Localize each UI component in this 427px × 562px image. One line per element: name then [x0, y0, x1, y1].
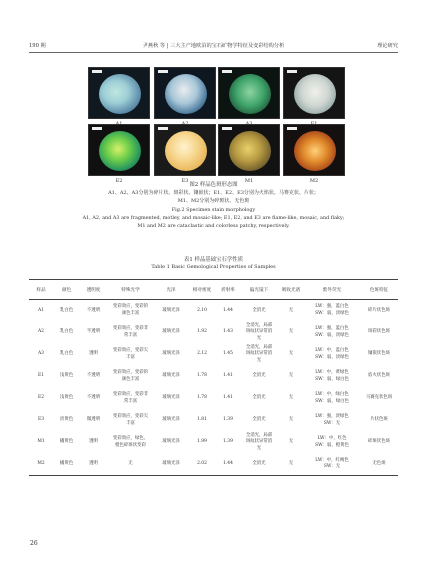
column-header: 色斑特征: [360, 280, 398, 300]
cell-stain-feature: 碎斑状色斑: [368, 439, 390, 445]
scale-bar: [287, 70, 297, 73]
running-title: 尹燕秋 等 | 三大主产地欧泊的宝石矿物学特征及变彩结构分析: [142, 43, 285, 49]
specimen-photo-m2: [283, 124, 345, 176]
cell-refractive-index: 1.39: [223, 439, 233, 445]
cell-refractive-index: 1.45: [223, 351, 233, 357]
opal-specimen-image: [99, 74, 141, 114]
cell-stain-feature: 无色斑: [360, 454, 398, 476]
cell-uv-fluorescence: LW：中，红褐色 SW：无: [304, 454, 360, 476]
page-number: 26: [30, 540, 38, 547]
table-body: [29, 300, 398, 476]
cell-special-optics: 变彩效应，变彩欠丰富: [112, 348, 149, 360]
cell-color: 浅黄色: [59, 395, 74, 401]
cell-polariscope: 全消光，局部斑纹状异常消光: [245, 322, 273, 341]
cell-refractive-index: 1.44: [223, 307, 233, 313]
journal-issue: 190 期: [29, 43, 46, 49]
opal-specimen-image: [229, 131, 271, 171]
opal-specimen-image: [229, 74, 271, 114]
cell-relative-density: 1.99: [197, 439, 207, 445]
cell-relative-density: 2.10: [197, 307, 207, 313]
cell-transparency: 透明: [89, 351, 98, 357]
cell-absorption-spectrum: 无: [288, 439, 294, 445]
scale-bar: [92, 127, 102, 130]
cell-relative-density: 2.02: [188, 454, 216, 476]
cell-sample-id: E1: [38, 373, 44, 379]
cell-relative-density: 2.12: [197, 351, 207, 357]
cell-transparency: 透明: [89, 439, 98, 445]
cell-uv-fluorescence: LW：强，蓝白色 SW：弱，淡绿色: [315, 326, 349, 338]
cell-polariscope: 全消光: [252, 307, 266, 313]
scale-bar: [92, 70, 102, 73]
cell-absorption-spectrum: 无: [278, 454, 304, 476]
cell-absorption-spectrum: 无: [288, 329, 294, 335]
specimen-photo-e3: [154, 124, 216, 176]
cell-transparency: 不透明: [86, 373, 101, 379]
photo-label: M2: [309, 178, 319, 184]
cell-luster: 玻璃光泽: [162, 439, 180, 445]
cell-color: 浅黄色: [59, 373, 74, 379]
cell-stain-feature: 碎片状色斑: [368, 307, 390, 313]
cell-transparency: 不透明: [86, 307, 101, 313]
specimen-photo-a2: [154, 67, 216, 119]
specimen-photo-m1: [218, 124, 280, 176]
photo-label: M1: [244, 178, 254, 184]
cell-refractive-index: 1.41: [223, 395, 233, 401]
cell-luster: 玻璃光泽: [162, 417, 180, 423]
cell-stain-feature: 镶嵌状色斑: [368, 351, 390, 357]
cell-refractive-index: 1.44: [216, 454, 240, 476]
figure-caption-en-line2: M1 and M2 are cataclastic and colorless patchy, respectively.: [137, 223, 290, 229]
column-header: 相对密度: [188, 280, 216, 300]
cell-color: 乳白色: [59, 351, 74, 357]
scale-bar: [158, 70, 168, 73]
cell-special-optics: 变彩效应，绿色、橙色碎斑状变彩: [112, 436, 149, 448]
cell-absorption-spectrum: 无: [288, 351, 294, 357]
cell-relative-density: 1.78: [197, 373, 207, 379]
cell-refractive-index: 1.39: [223, 417, 233, 423]
cell-luster: 玻璃光泽: [162, 351, 180, 357]
table-row: [29, 322, 398, 344]
cell-luster: 玻璃光泽: [154, 454, 188, 476]
column-header: 特殊光学: [107, 280, 154, 300]
cell-color: 橘黄色: [59, 439, 74, 445]
opal-specimen-image: [165, 131, 207, 171]
specimen-photo-a1: [88, 67, 150, 119]
cell-stain-feature: 片状色斑: [370, 417, 388, 423]
figure-caption-cn-title: 图2 样品色斑形态图: [189, 182, 238, 188]
specimen-photo-a3: [218, 67, 280, 119]
photo-label: E3: [181, 178, 189, 184]
cell-luster: 玻璃光泽: [162, 373, 180, 379]
cell-polariscope: 全消光: [240, 454, 278, 476]
cell-refractive-index: 1.41: [223, 373, 233, 379]
cell-relative-density: 1.78: [197, 395, 207, 401]
cell-uv-fluorescence: LW：中，蓝白色 SW：弱，淡绿色: [315, 348, 349, 360]
opal-specimen-image: [165, 74, 207, 114]
cell-stain-feature: 斑彩状色斑: [368, 329, 390, 335]
cell-color: 淡黄色: [59, 417, 74, 423]
figure-caption-cn-line1: A1、A2、A3分别为碎片状、斑彩状、镶嵌状；E1、E2、E3分别为火焰状、马赛克状、片状；: [108, 190, 319, 196]
cell-transparency: 不透明: [86, 395, 101, 401]
figure-caption-cn-line2: M1、M2分别为碎斑状、无色斑: [177, 198, 250, 204]
column-header: 光泽: [154, 280, 188, 300]
cell-relative-density: 1.81: [197, 417, 207, 423]
scale-bar: [222, 70, 232, 73]
cell-polariscope: 全消光: [252, 417, 266, 423]
table-header-row: [29, 280, 398, 300]
cell-polariscope: 全消光: [252, 395, 266, 401]
cell-uv-fluorescence: LW：中，红色 SW：弱，橙黄色: [315, 436, 349, 448]
cell-sample-id: E3: [38, 417, 44, 423]
cell-polariscope: 全消光: [252, 373, 266, 379]
cell-sample-id: E2: [38, 395, 44, 401]
scale-bar: [287, 127, 297, 130]
column-header: 偏光镜下: [240, 280, 278, 300]
cell-luster: 玻璃光泽: [162, 307, 180, 313]
table-row: [29, 300, 398, 322]
cell-color: 橘黄色: [53, 454, 80, 476]
cell-transparency: 微透明: [86, 417, 101, 423]
cell-luster: 玻璃光泽: [162, 395, 180, 401]
column-header: 颜色: [53, 280, 80, 300]
cell-stain-feature: 焰火状色斑: [368, 373, 390, 379]
cell-absorption-spectrum: 无: [288, 373, 294, 379]
table-row: [29, 366, 398, 388]
cell-sample-id: A3: [38, 351, 44, 357]
cell-uv-fluorescence: LW：强，淡绿色 SW：无: [315, 414, 349, 426]
column-header: 吸收光谱: [278, 280, 304, 300]
table-row: [29, 388, 398, 410]
cell-special-optics: 变彩效应，变彩非常丰富: [112, 392, 149, 404]
column-header: 紫外荧光: [304, 280, 360, 300]
column-header: 折射率: [216, 280, 240, 300]
table-row: [29, 454, 398, 476]
cell-uv-fluorescence: LW：强，蓝白色 SW：弱，淡绿色: [315, 304, 349, 316]
cell-absorption-spectrum: 无: [288, 395, 294, 401]
cell-refractive-index: 1.43: [223, 329, 233, 335]
specimen-photo-e2: [88, 124, 150, 176]
cell-special-optics: 变彩效应，变彩的颜色丰富: [112, 370, 149, 382]
cell-absorption-spectrum: 无: [288, 417, 294, 423]
opal-specimen-image: [99, 131, 141, 171]
column-header: 样品: [29, 280, 53, 300]
table-row: [29, 344, 398, 366]
cell-sample-id: M2: [29, 454, 53, 476]
figure-caption-en-line1: A1, A2, and A3 are fragmented, motley, and mosaic-like; E1, E2, and E3 are flame-like, mosaic, and flaky;: [82, 215, 345, 221]
cell-luster: 玻璃光泽: [162, 329, 180, 335]
header-divider: [29, 52, 398, 53]
opal-specimen-image: [294, 131, 336, 171]
section-name: 理论研究: [377, 43, 398, 49]
cell-color: 乳白色: [59, 307, 74, 313]
cell-relative-density: 1.92: [197, 329, 207, 335]
cell-sample-id: M1: [37, 439, 45, 445]
specimen-photo-e1: [283, 67, 345, 119]
cell-absorption-spectrum: 无: [288, 307, 294, 313]
gemological-properties-table: [29, 279, 398, 476]
photo-label: E2: [115, 178, 123, 184]
table-row: [29, 432, 398, 454]
cell-stain-feature: 马赛克状色斑: [365, 395, 393, 401]
cell-uv-fluorescence: LW：中，绿白色 SW：弱，绿白色: [315, 392, 349, 404]
scale-bar: [222, 127, 232, 130]
cell-polariscope: 全消光，局部斑纹状异常消光: [245, 432, 273, 451]
cell-uv-fluorescence: LW：中，黄绿色 SW：弱，绿白色: [315, 370, 349, 382]
table-title-cn: 表1 样品基础宝石学性质: [183, 257, 244, 263]
cell-special-optics: 变彩效应，变彩欠丰富: [112, 414, 149, 426]
cell-sample-id: A2: [38, 329, 44, 335]
opal-specimen-image: [294, 74, 336, 114]
cell-transparency: 半透明: [86, 329, 101, 335]
cell-special-optics: 无: [107, 454, 154, 476]
cell-special-optics: 变彩效应，变彩非常丰富: [112, 326, 149, 338]
cell-polariscope: 全消光，局部斑纹状异常消光: [245, 344, 273, 363]
cell-color: 乳白色: [59, 329, 74, 335]
figure-caption-en-title: Fig.2 Specimen stain morphology: [171, 207, 256, 213]
scale-bar: [158, 127, 168, 130]
cell-sample-id: A1: [38, 307, 44, 313]
table-title-en: Table 1 Basic Gemological Properties of Samples: [151, 264, 276, 270]
cell-transparency: 透明: [80, 454, 107, 476]
column-header: 透明度: [80, 280, 107, 300]
cell-special-optics: 变彩效应，变彩的颜色丰富: [112, 304, 149, 316]
table-row: [29, 410, 398, 432]
